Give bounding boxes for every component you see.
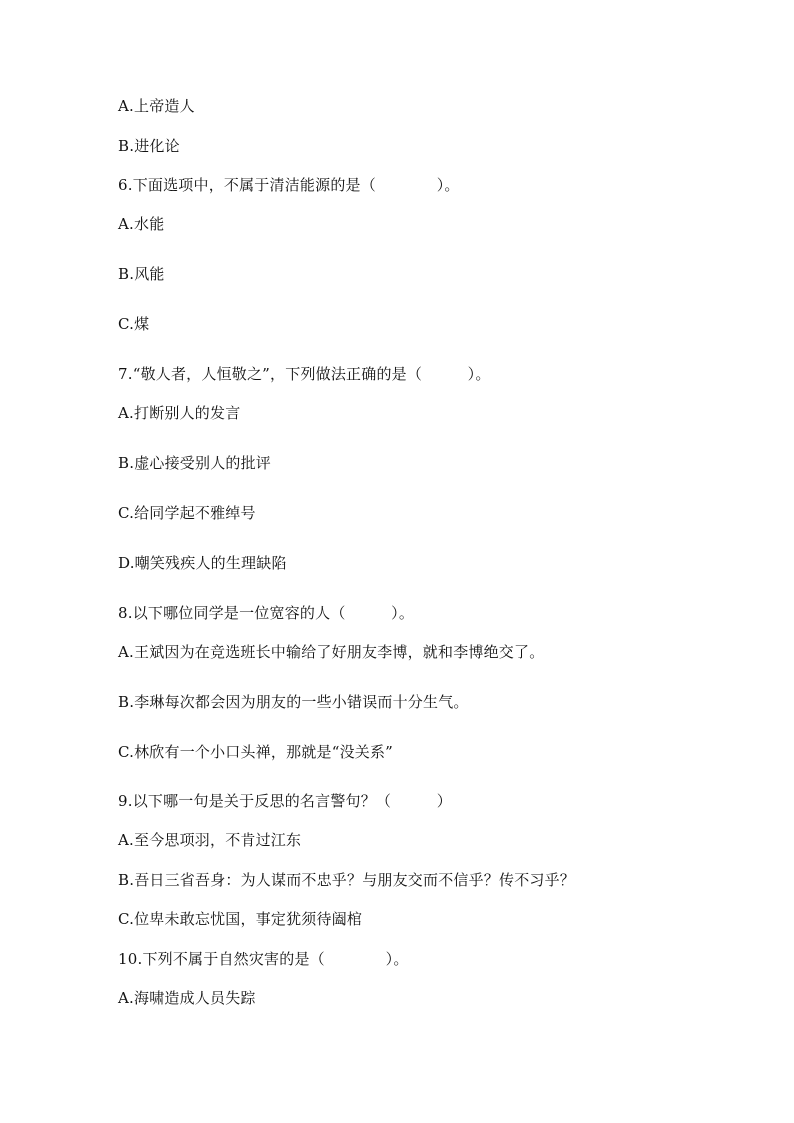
question-7: 7.“敬人者，人恒敬之”，下列做法正确的是（ ）。 xyxy=(118,365,491,383)
question-6: 6.下面选项中，不属于清洁能源的是（ ）。 xyxy=(118,176,460,194)
q5-option-a: A.上帝造人 xyxy=(118,97,195,115)
q5-option-b: B.进化论 xyxy=(118,137,180,155)
q7-option-a: A.打断别人的发言 xyxy=(118,404,241,422)
q8-option-c: C.林欣有一个小口头禅，那就是“没关系” xyxy=(118,743,394,761)
q7-option-b: B.虚心接受别人的批评 xyxy=(118,454,271,472)
q8-option-a: A.王斌因为在竞选班长中输给了好朋友李博，就和李博绝交了。 xyxy=(118,643,545,661)
q9-option-b: B.吾日三省吾身：为人谋而不忠乎？与朋友交而不信乎？传不习乎？ xyxy=(118,871,575,889)
q7-option-c: C.给同学起不雅绰号 xyxy=(118,504,256,522)
q10-option-a: A.海啸造成人员失踪 xyxy=(118,989,256,1007)
question-8: 8.以下哪位同学是一位宽容的人（ ）。 xyxy=(118,604,415,622)
q6-option-c: C.煤 xyxy=(118,315,150,333)
q9-option-c: C.位卑未敢忘忧国，事定犹须待阖棺 xyxy=(118,910,363,928)
q9-option-a: A.至今思项羽，不肯过江东 xyxy=(118,831,302,849)
q7-option-d: D.嘲笑残疾人的生理缺陷 xyxy=(118,554,287,572)
q6-option-b: B.风能 xyxy=(118,265,165,283)
question-10: 10.下列不属于自然灾害的是（ ）。 xyxy=(118,950,409,968)
q8-option-b: B.李琳每次都会因为朋友的一些小错误而十分生气。 xyxy=(118,693,469,711)
q6-option-a: A.水能 xyxy=(118,215,165,233)
question-9: 9.以下哪一句是关于反思的名言警句？（ ） xyxy=(118,792,452,810)
